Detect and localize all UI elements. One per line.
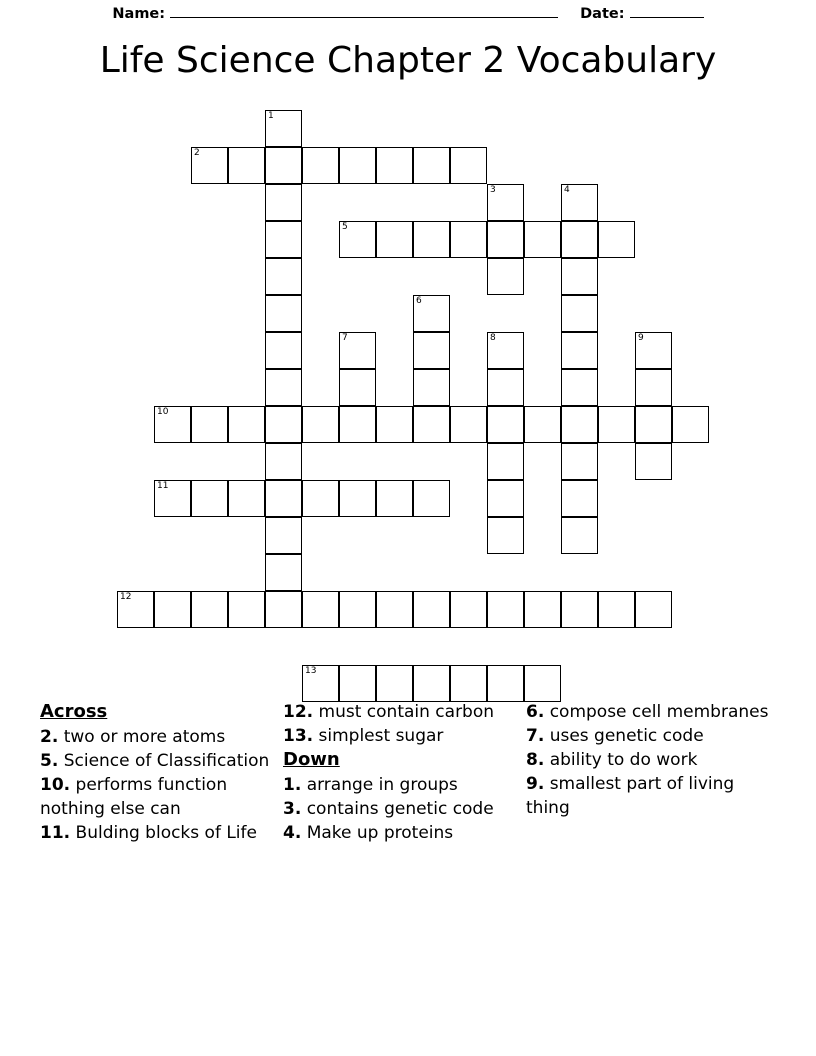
grid-cell[interactable] — [561, 258, 598, 295]
grid-cell[interactable] — [191, 591, 228, 628]
grid-cell-number: 13 — [305, 666, 317, 676]
grid-cell[interactable] — [265, 554, 302, 591]
clue-down-4 — [283, 821, 526, 845]
grid-cell[interactable] — [228, 480, 265, 517]
grid-cell[interactable] — [339, 480, 376, 517]
clue-number: 10. — [40, 775, 71, 795]
clue-text: contains genetic code — [306, 799, 494, 819]
grid-cell[interactable] — [413, 665, 450, 702]
grid-cell[interactable] — [524, 221, 561, 258]
grid-cell-8[interactable] — [487, 332, 524, 369]
grid-cell-9[interactable] — [635, 332, 672, 369]
grid-cell-number: 3 — [490, 185, 496, 195]
grid-cell[interactable] — [376, 591, 413, 628]
grid-cell-number: 8 — [490, 333, 496, 343]
clue-text: two or more atoms — [63, 727, 226, 747]
clue-down-9 — [526, 772, 769, 820]
clue-number: 6. — [526, 702, 545, 722]
clues-section — [40, 700, 780, 845]
grid-cell[interactable] — [561, 443, 598, 480]
grid-cell-number: 11 — [157, 481, 169, 491]
grid-cell[interactable] — [561, 480, 598, 517]
grid-cell[interactable] — [635, 369, 672, 406]
grid-cell[interactable] — [487, 443, 524, 480]
grid-cell-4[interactable] — [561, 184, 598, 221]
grid-cell-number: 4 — [564, 185, 570, 195]
grid-cell[interactable] — [450, 221, 487, 258]
grid-cell[interactable] — [413, 332, 450, 369]
grid-cell-number: 1 — [268, 111, 274, 121]
grid-cell[interactable] — [413, 369, 450, 406]
clue-down-7 — [526, 724, 769, 748]
grid-cell-11[interactable] — [154, 480, 191, 517]
grid-cell-5[interactable] — [339, 221, 376, 258]
grid-cell[interactable] — [561, 332, 598, 369]
date-field — [580, 6, 703, 22]
grid-cell[interactable] — [265, 221, 302, 258]
grid-cell[interactable] — [376, 665, 413, 702]
grid-cell-number: 12 — [120, 592, 132, 602]
grid-cell[interactable] — [302, 147, 339, 184]
grid-cell[interactable] — [228, 406, 265, 443]
grid-cell[interactable] — [487, 480, 524, 517]
clue-text: must contain carbon — [318, 702, 495, 722]
grid-cell-number: 10 — [157, 407, 169, 417]
grid-cell[interactable] — [635, 591, 672, 628]
grid-cell-6[interactable] — [413, 295, 450, 332]
grid-cell-10[interactable] — [154, 406, 191, 443]
clue-text: Bulding blocks of Life — [75, 823, 257, 843]
clue-across-12 — [283, 700, 526, 724]
grid-cell[interactable] — [376, 406, 413, 443]
grid-cell[interactable] — [598, 406, 635, 443]
date-write-line — [630, 17, 704, 18]
grid-cell[interactable] — [339, 665, 376, 702]
grid-cell[interactable] — [302, 480, 339, 517]
clue-number: 11. — [40, 823, 71, 843]
grid-cell[interactable] — [561, 221, 598, 258]
across-heading: Across — [40, 701, 108, 722]
grid-cell[interactable] — [228, 591, 265, 628]
grid-cell[interactable] — [487, 221, 524, 258]
grid-cell-7[interactable] — [339, 332, 376, 369]
clue-text: compose cell membranes — [549, 702, 769, 722]
clue-text: arrange in groups — [306, 775, 458, 795]
grid-cell[interactable] — [561, 369, 598, 406]
grid-cell[interactable] — [376, 147, 413, 184]
grid-cell[interactable] — [339, 147, 376, 184]
clue-down-1 — [283, 773, 526, 797]
clue-column-1 — [40, 700, 283, 845]
grid-cell-2[interactable] — [191, 147, 228, 184]
clue-across-2 — [40, 725, 283, 749]
clue-column-3 — [526, 700, 769, 845]
grid-cell[interactable] — [561, 517, 598, 554]
grid-cell[interactable] — [265, 369, 302, 406]
grid-cell[interactable] — [561, 295, 598, 332]
grid-cell[interactable] — [524, 406, 561, 443]
grid-cell[interactable] — [376, 480, 413, 517]
clue-number: 12. — [283, 702, 314, 722]
name-write-line — [170, 17, 558, 18]
grid-cell[interactable] — [265, 332, 302, 369]
grid-cell[interactable] — [265, 517, 302, 554]
grid-cell[interactable] — [413, 406, 450, 443]
grid-cell[interactable] — [635, 443, 672, 480]
grid-cell[interactable] — [413, 591, 450, 628]
grid-cell[interactable] — [413, 480, 450, 517]
crossword-grid[interactable] — [0, 100, 816, 700]
clue-number: 5. — [40, 751, 59, 771]
grid-cell-number: 6 — [416, 296, 422, 306]
grid-cell[interactable] — [635, 406, 672, 443]
grid-cell-13[interactable] — [302, 665, 339, 702]
clue-down-8 — [526, 748, 769, 772]
grid-cell[interactable] — [487, 258, 524, 295]
clue-number: 8. — [526, 750, 545, 770]
grid-cell-1[interactable] — [265, 110, 302, 147]
grid-cell[interactable] — [265, 406, 302, 443]
name-label: Name: — [112, 6, 166, 22]
grid-cell[interactable] — [524, 591, 561, 628]
grid-cell-number: 7 — [342, 333, 348, 343]
clue-across-5 — [40, 749, 283, 773]
clue-text: smallest part of living thing — [526, 774, 735, 818]
grid-cell[interactable] — [672, 406, 709, 443]
clue-number: 4. — [283, 823, 302, 843]
grid-cell[interactable] — [265, 147, 302, 184]
down-heading: Down — [283, 749, 340, 770]
clue-across-13 — [283, 724, 526, 748]
clue-number: 13. — [283, 726, 314, 746]
clue-across-10 — [40, 773, 283, 821]
clue-number: 2. — [40, 727, 59, 747]
grid-cell[interactable] — [450, 147, 487, 184]
grid-cell[interactable] — [339, 369, 376, 406]
grid-cell[interactable] — [561, 406, 598, 443]
grid-cell[interactable] — [487, 591, 524, 628]
clue-text: Science of Classification — [63, 751, 270, 771]
grid-cell[interactable] — [487, 665, 524, 702]
grid-cell[interactable] — [265, 443, 302, 480]
grid-cell[interactable] — [487, 369, 524, 406]
grid-cell[interactable] — [265, 258, 302, 295]
grid-cell-3[interactable] — [487, 184, 524, 221]
grid-cell-number: 2 — [194, 148, 200, 158]
grid-cell[interactable] — [598, 591, 635, 628]
grid-cell[interactable] — [228, 147, 265, 184]
page-title: Life Science Chapter 2 Vocabulary — [99, 40, 717, 81]
clue-down-3 — [283, 797, 526, 821]
grid-cell[interactable] — [598, 221, 635, 258]
clue-across-11 — [40, 821, 283, 845]
grid-cell-number: 9 — [638, 333, 644, 343]
grid-cell[interactable] — [302, 406, 339, 443]
grid-cell[interactable] — [191, 480, 228, 517]
grid-cell[interactable] — [339, 591, 376, 628]
grid-cell[interactable] — [265, 295, 302, 332]
clue-number: 7. — [526, 726, 545, 746]
clue-text: uses genetic code — [549, 726, 704, 746]
grid-cell[interactable] — [450, 406, 487, 443]
clue-number: 3. — [283, 799, 302, 819]
worksheet-header — [0, 0, 816, 28]
grid-cell[interactable] — [413, 221, 450, 258]
clue-text: performs function nothing else can — [40, 775, 228, 819]
grid-cell-12[interactable] — [117, 591, 154, 628]
grid-cell[interactable] — [302, 591, 339, 628]
grid-cell[interactable] — [450, 591, 487, 628]
grid-cell[interactable] — [265, 591, 302, 628]
clue-text: Make up proteins — [306, 823, 454, 843]
clue-number: 9. — [526, 774, 545, 794]
grid-cell[interactable] — [487, 517, 524, 554]
grid-cell[interactable] — [376, 221, 413, 258]
name-field — [112, 6, 558, 22]
clue-text: simplest sugar — [318, 726, 444, 746]
grid-cell[interactable] — [265, 184, 302, 221]
grid-cell-number: 5 — [342, 222, 348, 232]
grid-cell[interactable] — [413, 147, 450, 184]
grid-cell[interactable] — [154, 591, 191, 628]
grid-cell[interactable] — [265, 480, 302, 517]
clue-text: ability to do work — [549, 750, 698, 770]
clue-down-6 — [526, 700, 769, 724]
clue-column-2 — [283, 700, 526, 845]
date-label: Date: — [580, 6, 625, 22]
grid-cell[interactable] — [487, 406, 524, 443]
grid-cell[interactable] — [561, 591, 598, 628]
clue-number: 1. — [283, 775, 302, 795]
grid-cell[interactable] — [191, 406, 228, 443]
grid-cell[interactable] — [450, 665, 487, 702]
grid-cell[interactable] — [339, 406, 376, 443]
grid-cell[interactable] — [524, 665, 561, 702]
